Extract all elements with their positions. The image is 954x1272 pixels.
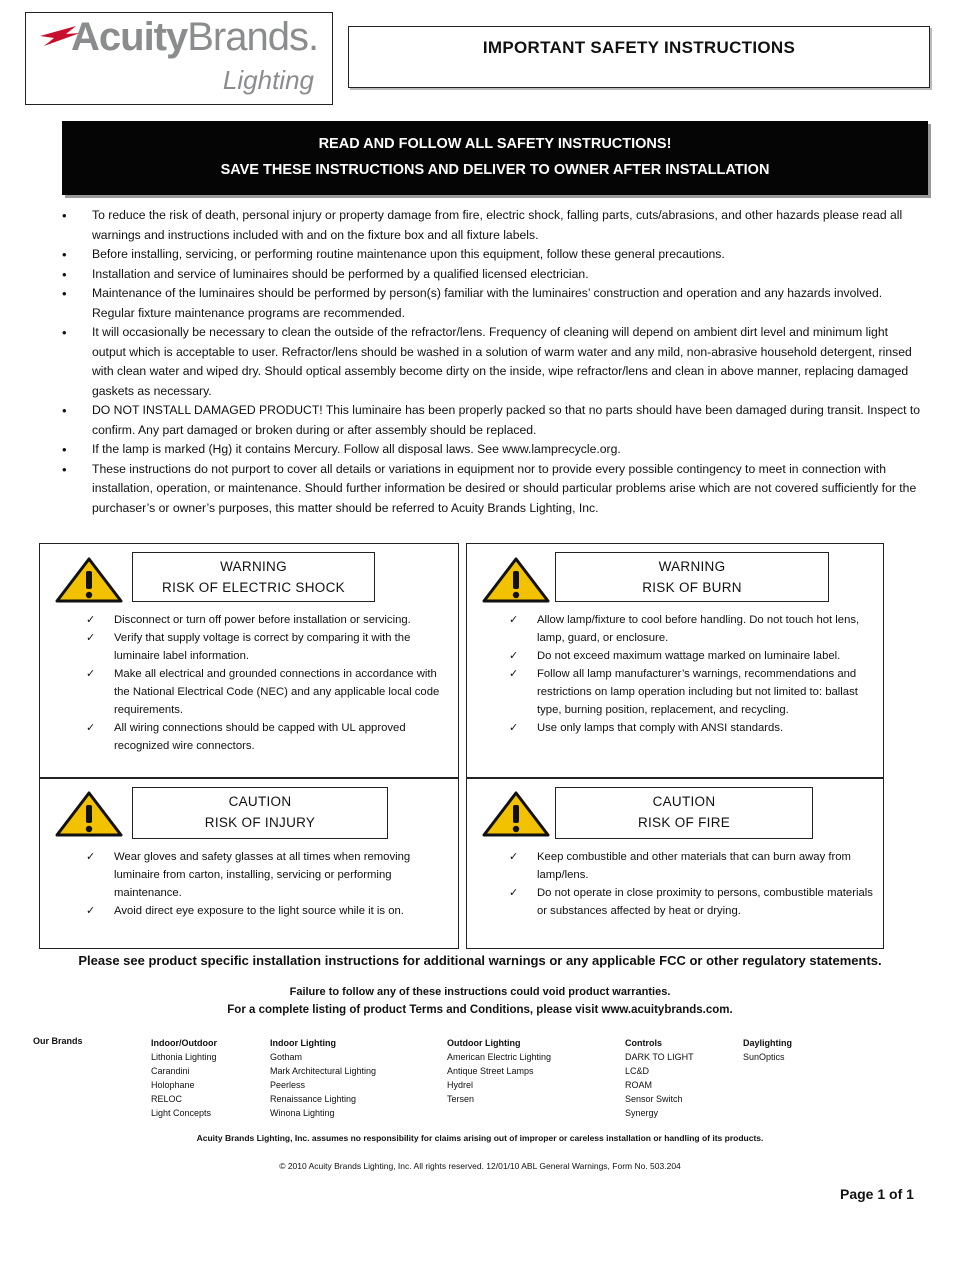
- checklist: [505, 611, 877, 737]
- brand-column: Outdoor Lighting American Electric Lighting Antique Street Lamps Hydrel Tersen: [447, 1038, 552, 1104]
- page-number: Page 1 of 1: [840, 1186, 914, 1202]
- warning-triangle-icon: [54, 556, 124, 604]
- brand-column: Indoor Lighting Gotham Mark Architectural Lighting Peerless Renaissance Lighting Winona Lighting: [270, 1038, 377, 1118]
- checkmark-icon: ✓: [509, 650, 519, 662]
- bullet-item: • These instructions do not purport to cover all details or variations in equipment nor to provide every possible contingency to meet in connection with installation, operation, or maintenance. Should further information be desired or should particular problems arise which are not covered sufficiently for the purchaser’s or owner’s purposes, this matter should be referred to Acuity Brands Lighting, Inc.: [60, 460, 924, 519]
- checkmark-icon: ✓: [509, 668, 519, 680]
- safety-bullet-list: [60, 206, 924, 518]
- check-item: ✓ Disconnect or turn off power before installation or servicing.: [82, 611, 452, 629]
- copyright: © 2010 Acuity Brands Lighting, Inc. All rights reserved. 12/01/10 ABL General Warnings, Form No. 503.204: [279, 1161, 681, 1171]
- checklist: [82, 848, 452, 920]
- check-item: ✓ Do not operate in close proximity to persons, combustible materials or substances affected by heat or drying.: [505, 884, 877, 920]
- checkmark-icon: ✓: [86, 905, 96, 917]
- bullet-item: • Installation and service of luminaires should be performed by a qualified licensed electrician.: [60, 265, 924, 285]
- check-item: ✓ Avoid direct eye exposure to the light source while it is on.: [82, 902, 452, 920]
- check-item: ✓ All wiring connections should be capped with UL approved recognized wire connectors.: [82, 719, 452, 755]
- checklist: [82, 611, 452, 755]
- caution-label: CAUTION RISK OF INJURY: [132, 787, 388, 839]
- title-box: [348, 26, 930, 88]
- bullet-item: • If the lamp is marked (Hg) it contains Mercury. Follow all disposal laws. See www.lamprecycle.org.: [60, 440, 924, 460]
- bullet-item: • Before installing, servicing, or performing routine maintenance upon this equipment, follow these general precautions.: [60, 245, 924, 265]
- checkmark-icon: ✓: [86, 614, 96, 626]
- bullet-item: • To reduce the risk of death, personal injury or property damage from fire, electric shock, falling parts, cuts/abrasions, and other hazards please read all warnings and instructions included with and on the fixture box and all fixture labels.: [60, 206, 924, 245]
- check-item: ✓ Follow all lamp manufacturer’s warnings, recommendations and restrictions on lamp operation including but not limited to: ballast type, burning position, replacement, and recycling.: [505, 665, 877, 719]
- checkmark-icon: ✓: [86, 632, 96, 644]
- regulatory-note: Please see product specific installation instructions for additional warnings or any applicable FCC or other regulatory statements.: [78, 953, 882, 968]
- checkmark-icon: ✓: [86, 851, 96, 863]
- warranty-note: Failure to follow any of these instructions could void product warranties.: [289, 986, 671, 998]
- checklist: [505, 848, 877, 920]
- page-title: IMPORTANT SAFETY INSTRUCTIONS: [482, 38, 796, 57]
- disclaimer: Acuity Brands Lighting, Inc. assumes no responsibility for claims arising out of improper or careless installation or handling of its products.: [196, 1133, 764, 1143]
- brands-heading: Our Brands: [33, 1036, 83, 1046]
- bullet-item: • Maintenance of the luminaires should be performed by person(s) familiar with the luminaires’ construction and operation and any hazards involved. Regular fixture maintenance programs are recommended.: [60, 284, 924, 323]
- warning-triangle-icon: [54, 790, 124, 838]
- banner-line-2: SAVE THESE INSTRUCTIONS AND DELIVER TO OWNER AFTER INSTALLATION: [220, 162, 770, 178]
- company-logo: [25, 12, 333, 105]
- logo-wordmark: AcuityBrands.: [71, 15, 319, 59]
- bullet-item: • DO NOT INSTALL DAMAGED PRODUCT! This luminaire has been properly packed so that no parts should have been damaged during transit. Inspect to confirm. Any part damaged or broken during or after assembly should be replaced.: [60, 401, 924, 440]
- warning-panel-electric-shock: [39, 543, 459, 779]
- terms-note: For a complete listing of product Terms and Conditions, please visit www.acuitybrands.com.: [227, 1004, 733, 1016]
- checkmark-icon: ✓: [86, 668, 96, 680]
- check-item: ✓ Allow lamp/fixture to cool before handling. Do not touch hot lens, lamp, guard, or enclosure.: [505, 611, 877, 647]
- warning-triangle-icon: [481, 556, 551, 604]
- banner-line-1: READ AND FOLLOW ALL SAFETY INSTRUCTIONS!: [318, 136, 672, 152]
- check-item: ✓ Do not exceed maximum wattage marked on luminaire label.: [505, 647, 877, 665]
- checkmark-icon: ✓: [86, 722, 96, 734]
- safety-banner: [62, 121, 928, 195]
- bullet-item: • It will occasionally be necessary to clean the outside of the refractor/lens. Frequency of cleaning will depend on ambient dirt level and minimum light output which is acceptable to user. Refractor/lens should be washed in a solution of warm water and any mild, non-abrasive household detergent, rinsed with clean water and wiped dry. Should optical assembly become dirty on the inside, wipe refractor/lens and clean in above manner, replacing damaged gaskets as necessary.: [60, 323, 924, 401]
- check-item: ✓ Verify that supply voltage is correct by comparing it with the luminaire label information.: [82, 629, 452, 665]
- caution-panel-fire: [466, 777, 884, 949]
- caution-label: CAUTION RISK OF FIRE: [555, 787, 813, 839]
- checkmark-icon: ✓: [509, 851, 519, 863]
- checkmark-icon: ✓: [509, 614, 519, 626]
- warning-triangle-icon: [481, 790, 551, 838]
- check-item: ✓ Wear gloves and safety glasses at all times when removing luminaire from carton, installing, servicing or performing maintenance.: [82, 848, 452, 902]
- brand-column: Indoor/Outdoor Lithonia Lighting Carandini Holophane RELOC Light Concepts: [151, 1038, 217, 1118]
- warning-label: WARNING RISK OF BURN: [555, 552, 829, 602]
- caution-panel-injury: [39, 777, 459, 949]
- warning-panel-burn: [466, 543, 884, 779]
- checkmark-icon: ✓: [509, 887, 519, 899]
- brand-column: Controls DARK TO LIGHT LC&D ROAM Sensor Switch Synergy: [625, 1038, 694, 1118]
- logo-subtitle: Lighting: [222, 65, 314, 95]
- checkmark-icon: ✓: [509, 722, 519, 734]
- check-item: ✓ Keep combustible and other materials that can burn away from lamp/lens.: [505, 848, 877, 884]
- check-item: ✓ Make all electrical and grounded connections in accordance with the National Electrical Code (NEC) and any applicable local code requirements.: [82, 665, 452, 719]
- brand-column: Daylighting SunOptics: [743, 1038, 792, 1062]
- check-item: ✓ Use only lamps that comply with ANSI standards.: [505, 719, 877, 737]
- warning-label: WARNING RISK OF ELECTRIC SHOCK: [132, 552, 375, 602]
